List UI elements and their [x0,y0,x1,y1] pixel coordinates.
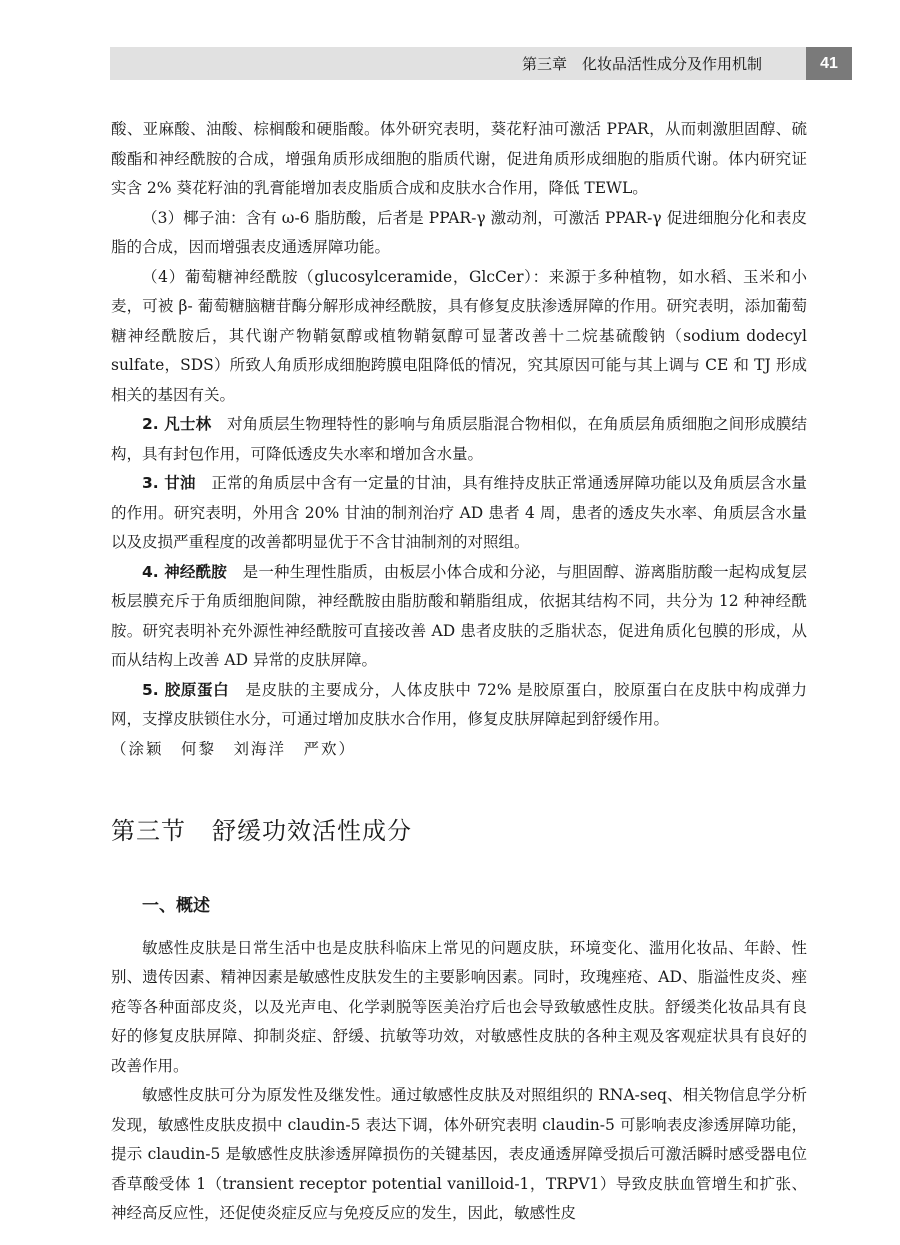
subsection-heading: 一、概述 [142,896,210,916]
paragraph: 敏感性皮肤是日常生活中也是皮肤科临床上常见的问题皮肤，环境变化、滥用化妆品、年龄、性别、遗传因素、精神因素是敏感性皮肤发生的主要影响因素。同时，玫瑰痤疮、AD、脂溢性皮炎、痤疮等各种面部皮炎，以及光声电、化学剥脱等医美治疗后也会导致敏感性皮肤。舒缓类化妆品具有良好的修复皮肤屏障、抑制炎症、舒缓、抗敏等功效，对敏感性皮肤的各种主观及客观症状具有良好的改善作用。 [111,938,807,1075]
paragraph: （4）葡萄糖神经酰胺（glucosylceramide，GlcCer）：来源于多种植物，如水稻、玉米和小麦，可被 β- 葡萄糖脑糖苷酶分解形成神经酰胺，具有修复皮肤渗透屏障的作用。研究表明，添加葡萄糖神经酰胺后，其代谢产物鞘氨醇或植物鞘氨醇可显著改善十二烷基硫酸钠（sodium dodecyl sulfate，SDS）所致人角质形成细胞跨膜电阻降低的情况，究其原因可能与其上调与 CE 和 TJ 形成相关的基因有关。 [111,267,807,404]
running-header-chapter: 第三章 化妆品活性成分及作用机制 [522,55,763,73]
paragraph [111,558,807,676]
authors: （涂颖 何黎 刘海洋 严欢） [111,739,357,758]
paragraph [111,676,807,735]
paragraph [111,469,807,558]
page-body [111,115,807,1229]
section-number: 第三节 [111,817,186,845]
item-heading: 3. 甘油 [142,474,196,492]
section-name: 舒缓功效活性成分 [212,817,412,845]
item-heading: 2. 凡士林 [142,415,212,433]
item-text: 是一种生理性脂质，由板层小体合成和分泌，与胆固醇、游离脂肪酸一起构成复层板层膜充斥于角质细胞间隙，神经酰胺由脂肪酸和鞘脂组成，依据其结构不同，共分为 12 种神经酰胺。研究表明补充外源性神经酰胺可直接改善 AD 患者皮肤的乏脂状态，促进角质化包膜的形成，从而从结构上改善 AD 异常的皮肤屏障。 [111,562,807,669]
paragraph: 酸、亚麻酸、油酸、棕榈酸和硬脂酸。体外研究表明，葵花籽油可激活 PPAR，从而刺激胆固醇、硫酸酯和神经酰胺的合成，增强角质形成细胞的脂质代谢，促进角质形成细胞的脂质代谢。体内研究证实含 2% 葵花籽油的乳膏能增加表皮脂质合成和皮肤水合作用，降低 TEWL。 [111,120,807,197]
section-title [111,814,807,848]
item-heading: 5. 胶原蛋白 [142,680,230,699]
paragraph [111,410,807,469]
page-number: 41 [820,55,838,72]
item-text: 是皮肤的主要成分，人体皮肤中 72% 是胶原蛋白，胶原蛋白在皮肤中构成弹力网，支撑皮肤锁住水分，可通过增加皮肤水合作用，修复皮肤屏障起到舒缓作用。 [111,680,807,728]
item-text: 对角质层生物理特性的影响与角质层脂混合物相似，在角质层角质细胞之间形成膜结构，具有封包作用，可降低透皮失水率和增加含水量。 [111,415,807,463]
paragraph: （3）椰子油：含有 ω-6 脂肪酸，后者是 PPAR-γ 激动剂，可激活 PPAR-γ 促进细胞分化和表皮脂的合成，因而增强表皮通透屏障功能。 [111,208,807,256]
item-text: 正常的角质层中含有一定量的甘油，具有维持皮肤正常通透屏障功能以及角质层含水量的作用。研究表明，外用含 20% 甘油的制剂治疗 AD 患者 4 周，患者的透皮失水率、角质层含水量以及皮损严重程度的改善都明显优于不含甘油制剂的对照组。 [111,474,807,551]
paragraph: 敏感性皮肤可分为原发性及继发性。通过敏感性皮肤及对照组织的 RNA-seq、相关物信息学分析发现，敏感性皮肤皮损中 claudin-5 表达下调，体外研究表明 claudin-5 可影响表皮渗透屏障功能，提示 claudin-5 是敏感性皮肤渗透屏障损伤的关键基因，表皮通透屏障受损后可激活瞬时感受器电位香草酸受体 1（transient receptor potential vanilloid-1，TRPV1）导致皮肤血管增生和扩张、神经高反应性，还促使炎症反应与免疫反应的发生，因此，敏感性皮 [111,1086,807,1222]
item-heading: 4. 神经酰胺 [142,562,227,581]
